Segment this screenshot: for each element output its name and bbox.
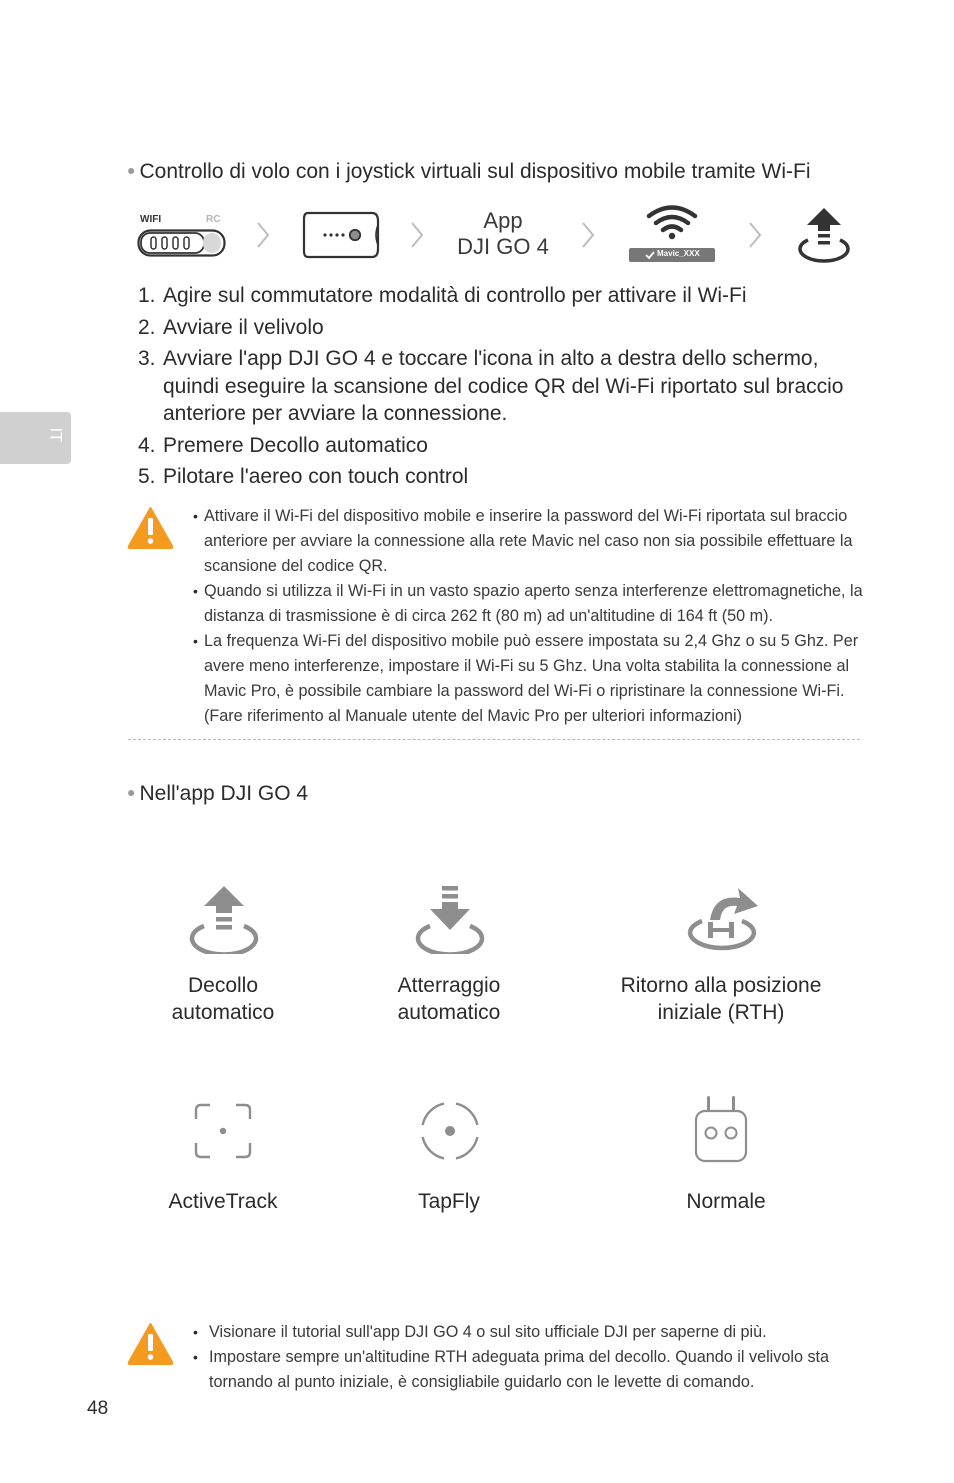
warning-note: • Quando si utilizza il Wi-Fi in un vasto spazio aperto senza interferenze elettromagnetiche, la distanza di trasmissione è di circa 262 ft (80 m) ad un'altitudine di 164 ft (50 m).: [193, 579, 883, 629]
feature-label-line: automatico: [171, 1001, 275, 1024]
page-number: 48: [87, 1398, 109, 1419]
auto-takeoff-label: [143, 972, 303, 1026]
bullet-dot: ●: [127, 784, 136, 800]
chevron-right-icon: [581, 222, 595, 248]
chevron-right-icon: [256, 222, 270, 248]
chevron-right-icon: [748, 222, 762, 248]
step-item: [138, 432, 878, 460]
auto-takeoff-icon: [186, 884, 262, 954]
warning-icon: [127, 506, 174, 549]
section-heading-wifi: [127, 160, 811, 184]
return-to-home-icon: [682, 880, 762, 954]
step-number: 5.: [138, 465, 156, 488]
check-icon: [645, 250, 655, 260]
tapfly-label: TapFly: [418, 1190, 480, 1213]
wifi-connect-figure: [628, 205, 716, 263]
app-name-figure: [440, 208, 566, 260]
step-item: [138, 345, 878, 428]
step-text: Avviare l'app DJI GO 4 e toccare l'icona in alto a destra dello schermo, quindi eseguire la scansione del codice QR del Wi-Fi riportato sul braccio anteriore per avviare la connessione.: [163, 347, 844, 425]
warning-note: • Impostare sempre un'altitudine RTH adeguata prima del decollo. Quando il velivolo sta tornando al punto iniziale, è consigliabile guidarlo con le levette di comando.: [193, 1345, 873, 1395]
feature-label-line: Atterraggio: [397, 974, 501, 997]
wifi-icon: [646, 205, 698, 241]
feature-label-line: Ritorno alla posizione: [620, 974, 822, 997]
step-text: Premere Decollo automatico: [163, 433, 428, 457]
aircraft-power-icon: [302, 211, 380, 259]
app-label-line2: DJI GO 4: [457, 234, 549, 259]
app-label-line1: App: [483, 208, 523, 233]
step-item: [138, 282, 878, 310]
warning-note: • Visionare il tutorial sull'app DJI GO 4 o sul sito ufficiale DJI per saperne di più.: [193, 1320, 873, 1345]
step-number: 1.: [138, 284, 156, 307]
switch-label-wifi: WIFI: [140, 214, 162, 225]
bullet-dot: ●: [127, 162, 136, 178]
step-number: 2.: [138, 315, 156, 339]
steps-list: [138, 282, 878, 495]
step-item: [138, 463, 878, 491]
warning-note: • La frequenza Wi-Fi del dispositivo mobile può essere impostata su 2,4 Ghz o su 5 Ghz. Per avere meno interferenze, impostare il Wi-Fi su 5 Ghz. Una volta stabilita la connessione al Mavic Pro, è possibile cambiare la password del Wi-Fi o ripristinare la connessione Wi-Fi. (Fare riferimento al Manuale utente del Mavic Pro per ulteriori informazioni): [193, 629, 883, 729]
switch-label-rc: RC: [206, 214, 221, 225]
section-heading-text: Nell'app DJI GO 4: [139, 782, 309, 805]
warning-notes-1: [193, 504, 883, 729]
warning-notes-2: [193, 1320, 873, 1395]
warning-icon: [127, 1322, 174, 1365]
step-item: [138, 314, 878, 342]
activetrack-icon: [193, 1102, 253, 1160]
language-tab-label: IT: [46, 427, 66, 443]
dashed-divider: [128, 739, 860, 740]
takeoff-icon: [794, 206, 854, 264]
normal-mode-remote-icon: [693, 1095, 749, 1163]
return-to-home-label: [590, 972, 852, 1026]
warning-note: • Attivare il Wi-Fi del dispositivo mobile e inserire la password del Wi-Fi riportata sul braccio anteriore per avviare la connessione alla rete Mavic nel caso non sia possibile effettuare la scansione del codice QR.: [193, 504, 883, 579]
feature-label-line: Decollo: [187, 974, 259, 997]
feature-label-line: iniziale (RTH): [657, 1001, 785, 1024]
auto-landing-label: [369, 972, 529, 1026]
step-text: Avviare il velivolo: [163, 315, 324, 339]
normal-mode-label: Normale: [686, 1190, 766, 1213]
feature-label-line: automatico: [397, 1001, 501, 1024]
step-number: 3.: [138, 347, 156, 370]
tapfly-icon: [419, 1100, 481, 1162]
step-text: Agire sul commutatore modalità di controllo per attivare il Wi-Fi: [163, 284, 747, 307]
step-number: 4.: [138, 433, 156, 457]
section-heading-text: Controllo di volo con i joystick virtuali sul dispositivo mobile tramite Wi-Fi: [139, 160, 811, 183]
section-heading-app: [127, 782, 308, 806]
language-tab: [0, 412, 71, 464]
wifi-ssid-text: Mavic_XXX: [657, 249, 700, 258]
wifi-ssid-badge: [629, 248, 715, 262]
step-text: Pilotare l'aereo con touch control: [163, 465, 469, 488]
activetrack-label: ActiveTrack: [168, 1190, 278, 1213]
mode-switch-figure: [137, 212, 227, 260]
switch-icon: [137, 229, 227, 257]
chevron-right-icon: [410, 222, 424, 248]
auto-landing-icon: [412, 884, 488, 954]
